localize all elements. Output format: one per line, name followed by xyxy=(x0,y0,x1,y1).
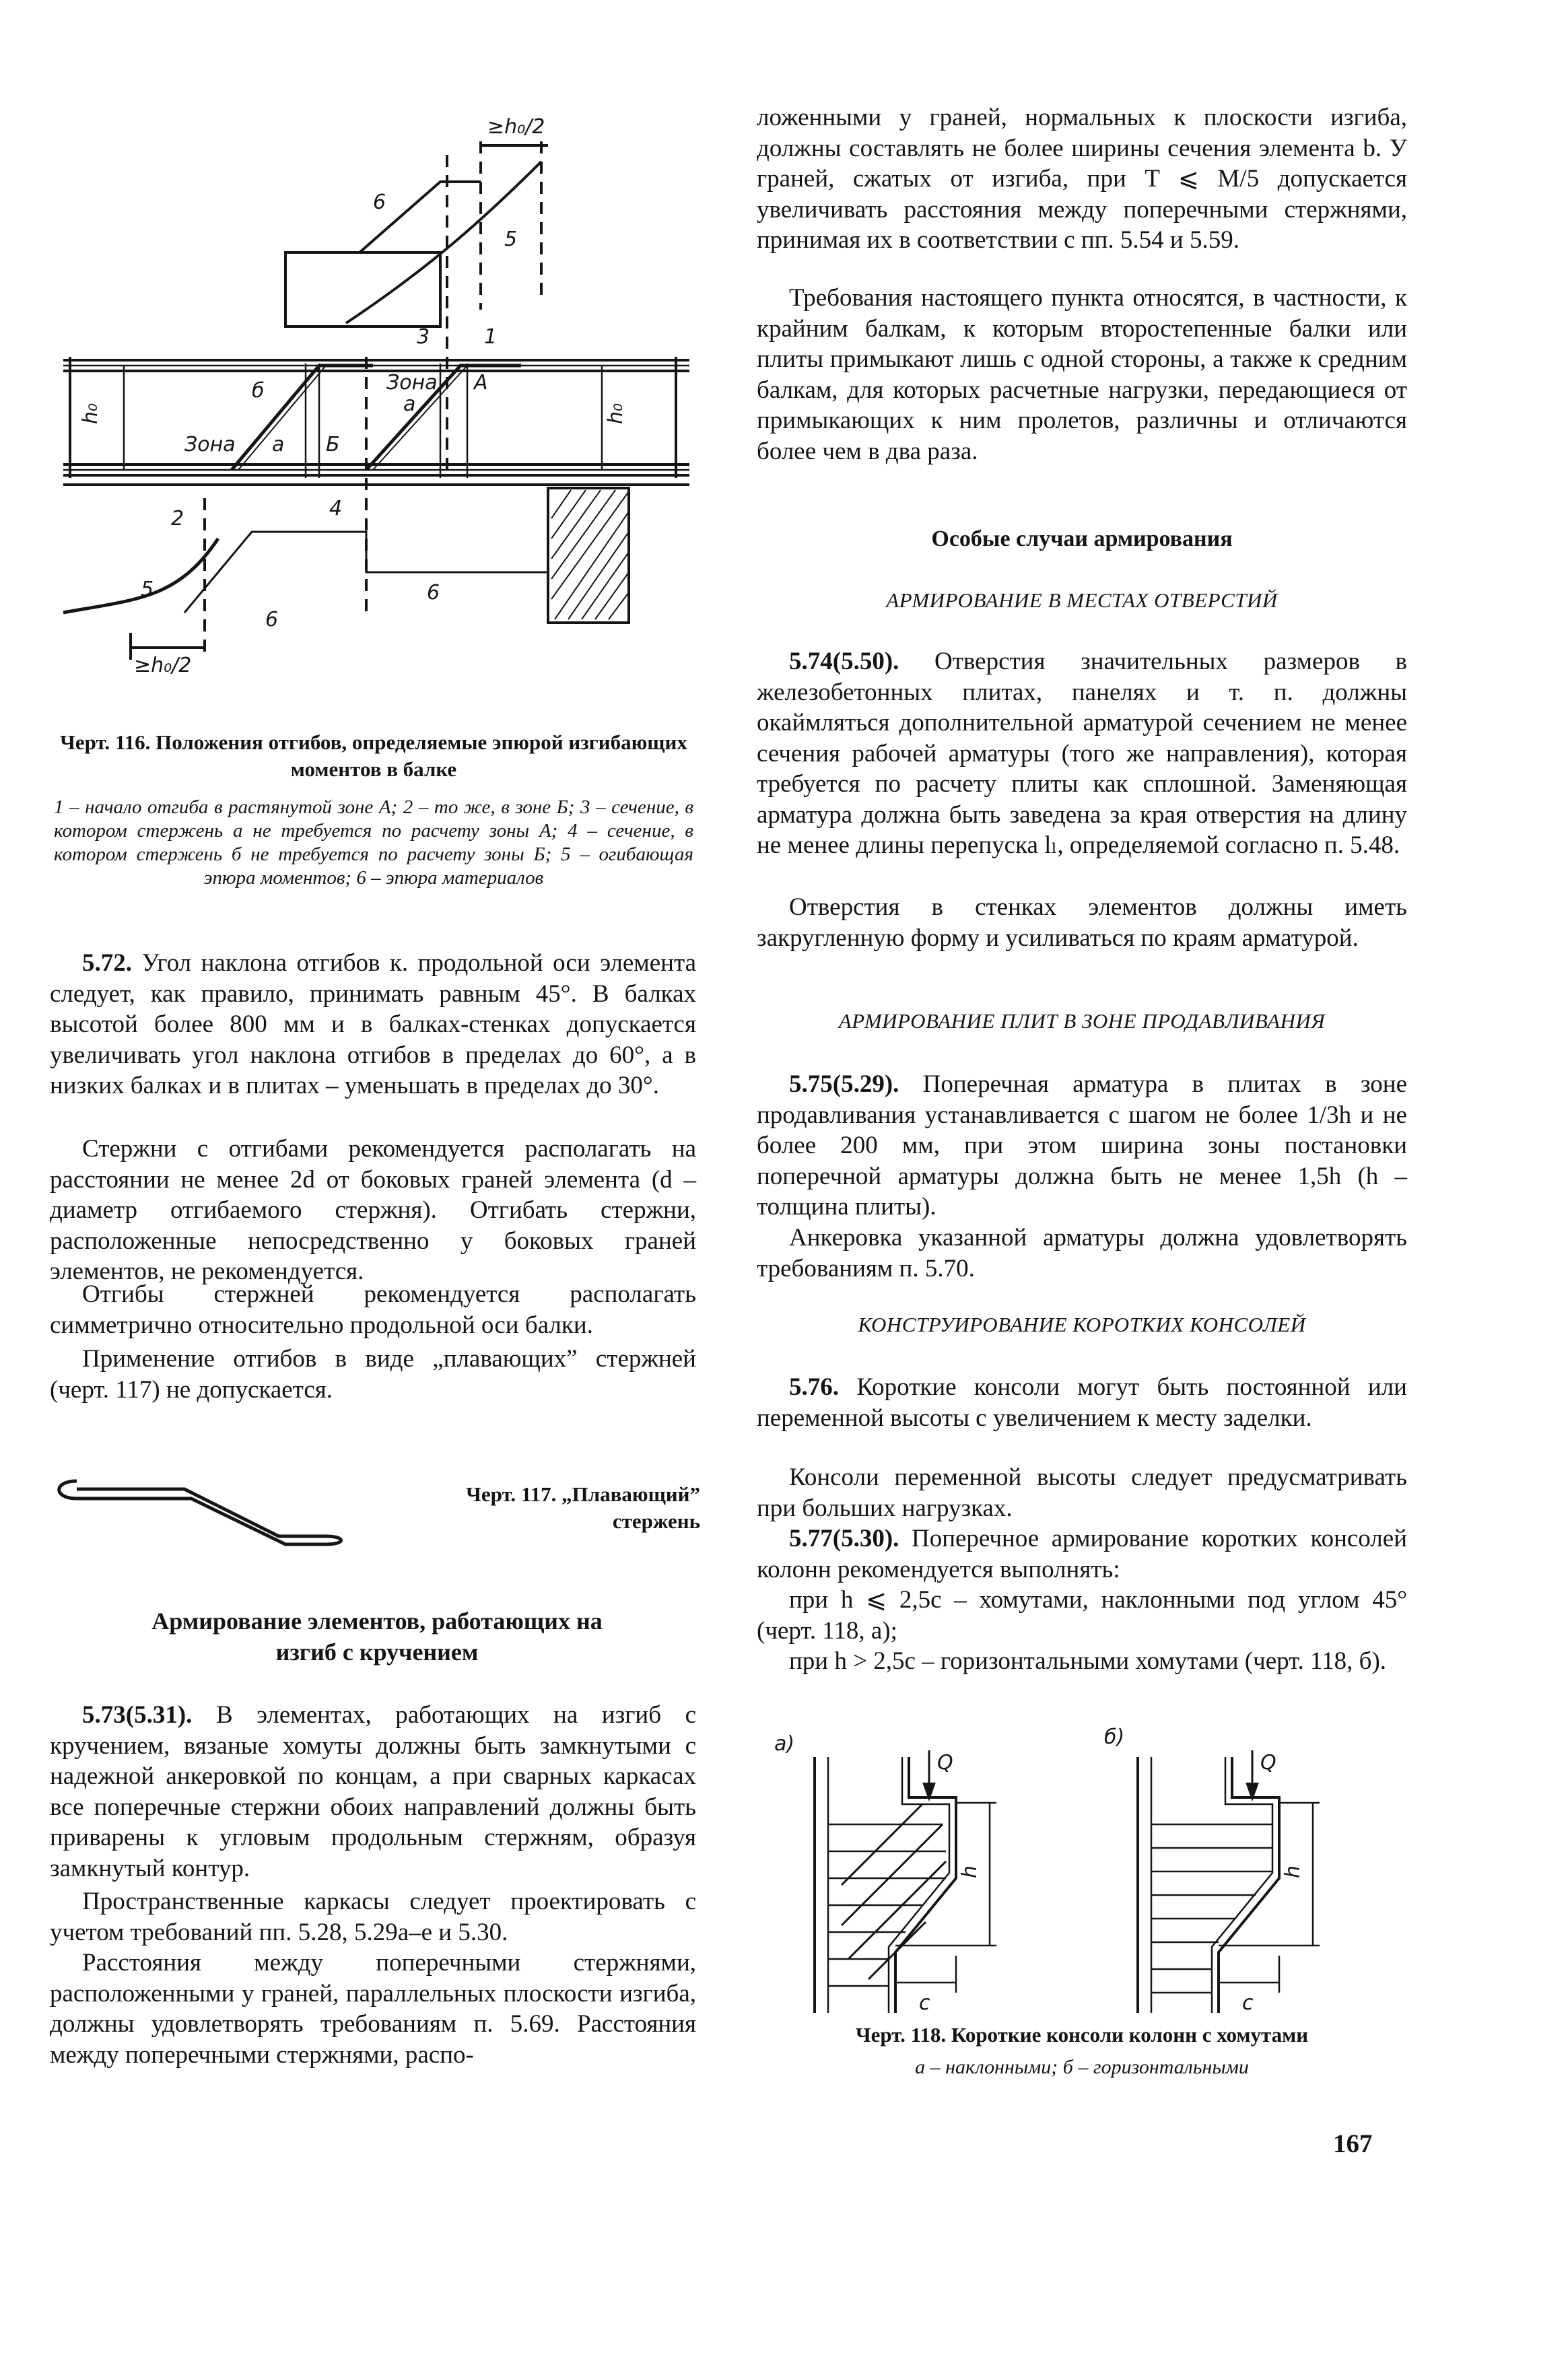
subsection-holes: АРМИРОВАНИЕ В МЕСТАХ ОТВЕРСТИЙ xyxy=(886,588,1278,612)
fig118-title: Черт. 118. Короткие консоли колонн с хомутами xyxy=(855,2023,1309,2047)
paragraph-5-75 xyxy=(757,1069,1407,1223)
clause-5-72-text: Угол наклона отгибов к. продольной оси элемента следует, как правило, принимать равным 45°. В балках высотой более 800 мм и в балках-стенках допускается увеличивать угол наклона отгибов в пределах до 60°, а в низких балках и в плитах – уменьшать в пределах до 30°. xyxy=(50,949,696,1099)
fig116-zone-a: Зона xyxy=(386,371,438,394)
fig116-legend: 1 – начало отгиба в растянутой зоне А; 2 – то же, в зоне Б; 3 – сечение, в котором стержень а не требуется по расчету зоны А; 4 – сечение, в котором стержень б не требуется по расчету зоны Б; 5 – огибающая эпюра моментов; 6 – эпюра материалов xyxy=(54,796,693,889)
fig118-q1: Q xyxy=(937,1751,953,1775)
paragraph-5-72 xyxy=(50,948,696,1101)
figure-117 xyxy=(50,1468,360,1548)
fig116-h0-right: h₀ xyxy=(604,403,627,424)
paragraph-case-horizontal: при h > 2,5c – горизонтальными хомутами (черт. 118, б). xyxy=(789,1647,1387,1675)
fig116-n4: 4 xyxy=(329,497,343,520)
paragraph-5-74 xyxy=(757,646,1407,861)
fig118-c2: c xyxy=(1242,1991,1254,2013)
clause-5-73-number: 5.73(5.31). xyxy=(82,1701,193,1729)
paragraph-symmetry: Отгибы стержней рекомендуется располагать симметрично относительно продольной оси балки. xyxy=(50,1280,696,1339)
clause-5-72-number: 5.72. xyxy=(82,949,132,977)
fig118-c1: c xyxy=(919,1991,930,2013)
fig116-top-dim: ≥h₀/2 xyxy=(487,115,545,139)
clause-5-74-text: Отверстия значительных размеров в железобетонных плитах, панелях и т. п. должны окаймляться дополнительной арматурой сечением не менее сечения рабочей арматуры (того же направления), которая требуется по расчету плиты как сплошной. Заменяющая арматура должна быть заведена за края отверстия на длину не менее длины перепуска lₗ, определяемой согласно п. 5.48. xyxy=(757,648,1407,859)
paragraph-distances: Расстояния между поперечными стержнями, расположенными у граней, параллельных плоскости изгиба, должны удовлетворять требованиям п. 5.69. Расстояния между поперечными стержнями, распо- xyxy=(50,1949,696,2069)
fig116-letter-a: а xyxy=(272,433,285,456)
paragraph-rods-spacing: Стержни с отгибами рекомендуется располагать на расстоянии не менее 2d от боковых граней элемента (d – диаметр отгибаемого стержня). Отгибать стержни, расположенные непосредственно у боковых граней элементов, не рекомендуется. xyxy=(50,1135,696,1285)
fig116-n6c: 6 xyxy=(265,608,279,631)
paragraph-spatial-cages: Пространственные каркасы следует проектировать с учетом требований пп. 5.28, 5.29а–е и 5.30. xyxy=(50,1888,696,1946)
fig116-n5a: 5 xyxy=(504,228,518,251)
fig116-n3: 3 xyxy=(417,325,430,349)
clause-5-75-text: Поперечная арматура в плитах в зоне продавливания устанавливается с шагом не более 1/3h и не более 200 мм, при этом ширина зоны постановки поперечной арматуры должна быть не менее 1,5h (h – толщина плиты). xyxy=(757,1070,1407,1221)
paragraph-5-76 xyxy=(757,1372,1407,1433)
paragraph-floating: Применение отгибов в виде „плавающих” стержней (черт. 117) не допускается. xyxy=(50,1345,696,1404)
clause-5-76-text: Короткие консоли могут быть постоянной или переменной высоты с увеличением к месту заделки. xyxy=(757,1373,1407,1432)
fig116-letter-B: Б xyxy=(326,433,340,456)
paragraph-variable-height: Консоли переменной высоты следует предусматривать при больших нагрузках. xyxy=(757,1464,1407,1522)
clause-5-75-number: 5.75(5.29). xyxy=(789,1070,899,1098)
paragraph-anchoring: Анкеровка указанной арматуры должна удовлетворять требованиям п. 5.70. xyxy=(757,1224,1407,1282)
section-torsion: Армирование элементов, работающих на изгиб с кручением xyxy=(151,1608,603,1665)
fig117-title: Черт. 117. „Плавающий” стержень xyxy=(466,1482,700,1533)
fig116-n5b: 5 xyxy=(141,578,154,601)
clause-5-77-text: Поперечное армирование коротких консолей колонн рекомендуется выполнять: xyxy=(757,1525,1407,1583)
fig116-letter-A: А xyxy=(474,371,488,394)
fig116-n1: 1 xyxy=(484,325,498,349)
fig118-label-a: а) xyxy=(774,1732,795,1756)
fig118-label-b: б) xyxy=(1104,1725,1125,1749)
fig116-n2: 2 xyxy=(171,507,184,530)
fig118-q2: Q xyxy=(1260,1751,1276,1775)
fig116-zone-a2: а xyxy=(403,392,416,416)
figure-118 xyxy=(761,1723,1400,2013)
fig116-n6a: 6 xyxy=(373,191,386,214)
paragraph-case-inclined: при h ⩽ 2,5c – хомутами, наклонными под углом 45° (черт. 118, а); xyxy=(757,1586,1407,1645)
fig116-n6b: 6 xyxy=(427,581,440,605)
paragraph-requirements: Требования настоящего пункта относятся, в частности, к крайним балкам, к которым второстепенные балки или плиты примыкают лишь с одной стороны, а также к средним балкам, для которых расчетные нагрузки, передающиеся от примыкающих к ним пролетов, различны и отличаются более чем в два раза. xyxy=(757,284,1407,465)
fig118-h1: h xyxy=(958,1865,982,1878)
paragraph-continuation: ложенными у граней, нормальных к плоскости изгиба, должны составлять не более ширины сечения элемента b. У граней, сжатых от изгиба, при T ⩽ M/5 допускается увеличивать расстояния между поперечными стержнями, принимая их в соответствии с пп. 5.54 и 5.59. xyxy=(757,104,1407,254)
paragraph-5-77 xyxy=(757,1523,1407,1585)
figure-117-drawing xyxy=(50,1468,360,1548)
fig118-legend: а – наклонными; б – горизонтальными xyxy=(915,2056,1249,2078)
fig116-bottom-dim: ≥h₀/2 xyxy=(134,654,192,677)
clause-5-77-number: 5.77(5.30). xyxy=(789,1525,899,1552)
figure-118-drawing xyxy=(761,1723,1400,2013)
paragraph-5-73 xyxy=(50,1700,696,1884)
fig116-zone-b-small: б xyxy=(252,379,265,403)
figure-116 xyxy=(50,101,696,680)
subsection-punching: АРМИРОВАНИЕ ПЛИТ В ЗОНЕ ПРОДАВЛИВАНИЯ xyxy=(838,1009,1326,1033)
subsection-consoles: КОНСТРУИРОВАНИЕ КОРОТКИХ КОНСОЛЕЙ xyxy=(858,1313,1306,1336)
section-special-cases: Особые случаи армирования xyxy=(931,526,1233,551)
fig116-h0-left: h₀ xyxy=(79,403,102,424)
clause-5-74-number: 5.74(5.50). xyxy=(789,648,899,675)
fig116-zone-b: Зона xyxy=(184,433,236,456)
fig116-title: Черт. 116. Положения отгибов, определяемые эпюрой изгибающих моментов в балке xyxy=(60,730,687,781)
figure-116-drawing xyxy=(50,101,696,680)
clause-5-73-text: В элементах, работающих на изгиб с кручением, вязаные хомуты должны быть замкнутыми с надежной анкеровкой по концам, а при сварных каркасах все поперечные стержни обоих направлений должны быть приварены к угловым продольным стержням, образуя замкнутый контур. xyxy=(50,1701,696,1882)
paragraph-holes-walls: Отверстия в стенках элементов должны иметь закругленную форму и усиливаться по краям арматурой. xyxy=(757,893,1407,952)
clause-5-76-number: 5.76. xyxy=(789,1373,839,1401)
fig118-h2: h xyxy=(1281,1865,1305,1878)
page-number: 167 xyxy=(1333,2129,1373,2158)
